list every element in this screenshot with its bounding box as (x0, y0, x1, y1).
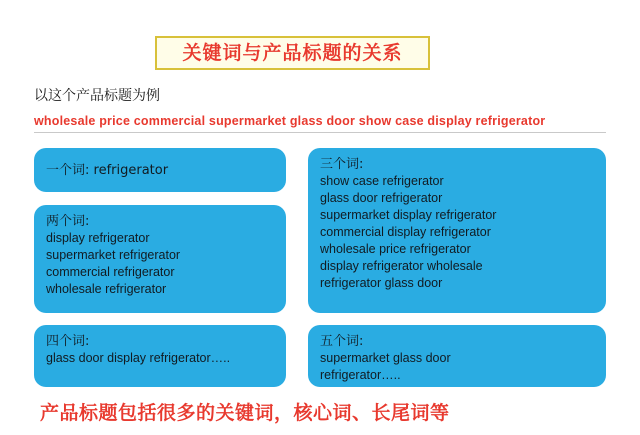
slide-subtitle: 以这个产品标题为例 (34, 88, 160, 104)
slide-title: 关键词与产品标题的关系 (182, 41, 403, 64)
group-heading: 一个词: refrigerator (46, 162, 169, 178)
keyword-item: supermarket glass door (320, 351, 451, 365)
keyword-group-three-words (308, 148, 606, 313)
slide-footer: 产品标题包括很多的关键词，核心词、长尾词等 (40, 402, 450, 424)
keyword-item: supermarket refrigerator (46, 248, 181, 262)
keyword-item: commercial refrigerator (46, 265, 175, 279)
slide-title-box (155, 36, 430, 70)
keyword-group-two-words (34, 205, 286, 313)
keyword-item: supermarket display refrigerator (320, 208, 497, 222)
keyword-item: display refrigerator wholesale (320, 259, 483, 273)
keyword-item: refrigerator glass door (320, 276, 443, 290)
keyword-item: display refrigerator (46, 231, 150, 245)
group-heading: 五个词: (320, 334, 364, 349)
keyword-group-four-words (34, 325, 286, 387)
keyword-item: commercial display refrigerator (320, 225, 491, 239)
keyword-item: show case refrigerator (320, 174, 444, 188)
keyword-item: wholesale refrigerator (46, 282, 167, 296)
group-heading: 三个词: (320, 157, 364, 172)
keyword-item: wholesale price refrigerator (320, 242, 471, 256)
group-heading: 两个词: (46, 214, 90, 229)
product-title-example: wholesale price commercial supermarket glass door show case display refrigerator (34, 114, 606, 133)
group-heading: 四个词: (46, 334, 90, 349)
keyword-item: glass door display refrigerator….. (46, 351, 231, 365)
keyword-item: glass door refrigerator (320, 191, 443, 205)
keyword-item: refrigerator….. (320, 368, 401, 382)
keyword-group-five-words (308, 325, 606, 387)
keyword-group-one-word (34, 148, 286, 192)
